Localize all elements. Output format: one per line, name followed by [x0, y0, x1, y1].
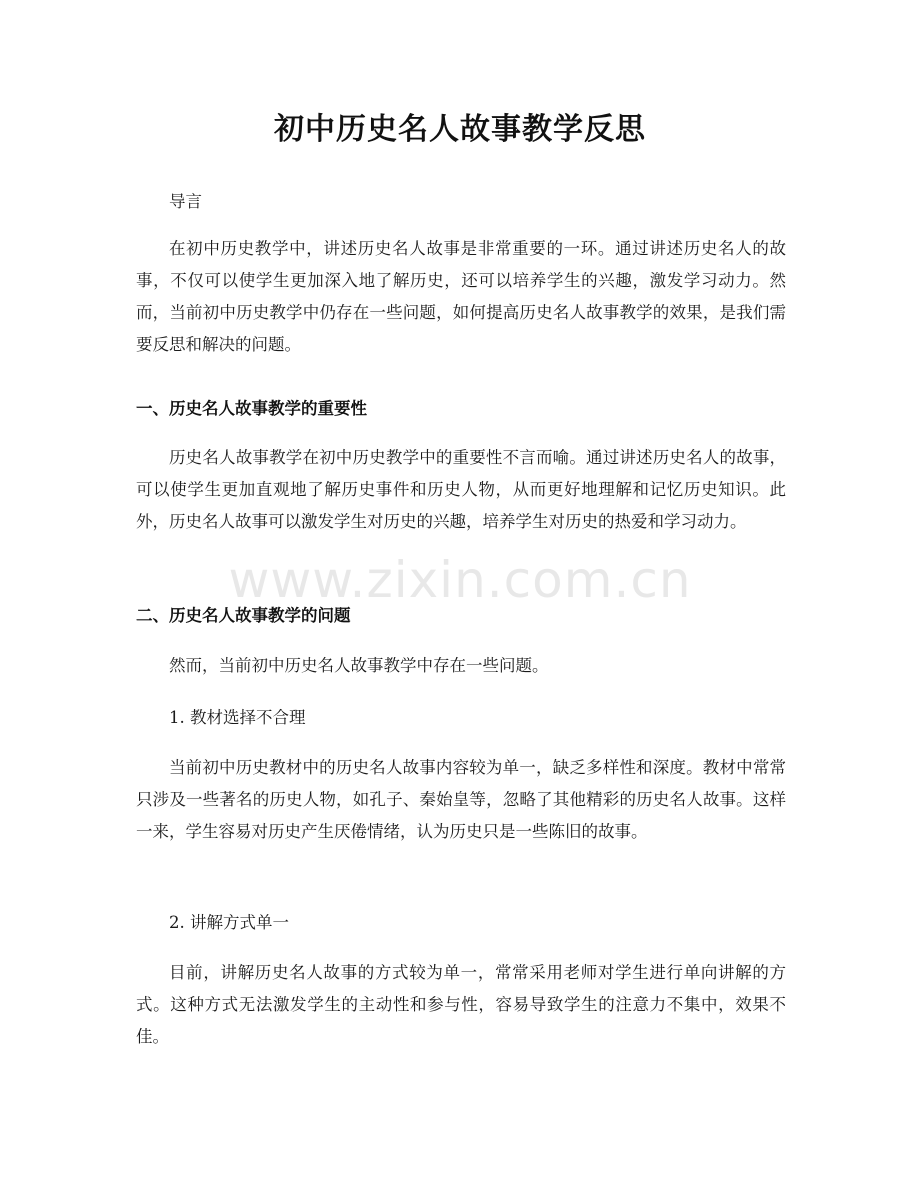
section-2-heading: 二、历史名人故事教学的问题	[136, 606, 351, 625]
intro-label: 导言	[169, 192, 202, 211]
section-1-paragraph: 历史名人故事教学在初中历史教学中的重要性不言而喻。通过讲述历史名人的故事，可以使学生更加直观地了解历史事件和历史人物，从而更好地理解和记忆历史知识。此外，历史名人故事可以激发学生对历史的兴趣，培养学生对历史的热爱和学习动力。	[136, 448, 786, 531]
page-title: 初中历史名人故事教学反思	[274, 112, 646, 147]
item-1-paragraph: 当前初中历史教材中的历史名人故事内容较为单一，缺乏多样性和深度。教材中常常只涉及一些著名的历史人物，如孔子、秦始皇等，忽略了其他精彩的历史名人故事。这样一来，学生容易对历史产生厌倦情绪，认为历史只是一些陈旧的故事。	[136, 758, 786, 841]
intro-paragraph: 在初中历史教学中，讲述历史名人故事是非常重要的一环。通过讲述历史名人的故事，不仅可以使学生更加深入地了解历史，还可以培养学生的兴趣，激发学习动力。然而，当前初中历史教学中仍存在一些问题，如何提高历史名人故事教学的效果，是我们需要反思和解决的问题。	[136, 239, 786, 354]
item-2-paragraph: 目前，讲解历史名人故事的方式较为单一，常常采用老师对学生进行单向讲解的方式。这种方式无法激发学生的主动性和参与性，容易导致学生的注意力不集中，效果不佳。	[136, 963, 786, 1046]
item-1-label: 1. 教材选择不合理	[169, 708, 306, 727]
watermark-text: www.zixin.com.cn	[228, 551, 692, 609]
section-1-heading: 一、历史名人故事教学的重要性	[136, 399, 367, 418]
section-2-intro: 然而，当前初中历史名人故事教学中存在一些问题。	[169, 656, 549, 675]
item-2-label: 2. 讲解方式单一	[169, 913, 289, 932]
